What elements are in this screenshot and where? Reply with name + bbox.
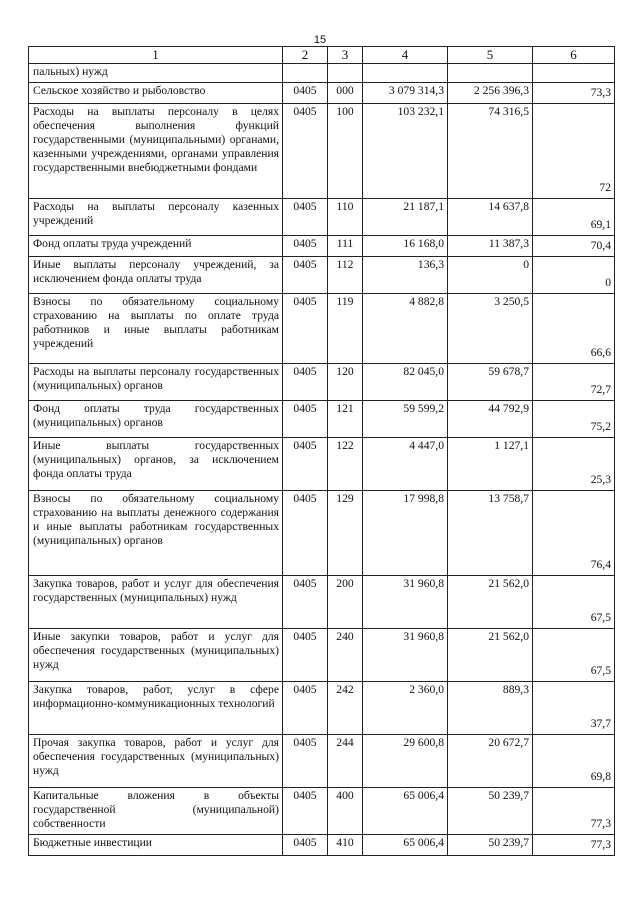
- row-plan: 59 599,2: [363, 401, 448, 438]
- column-header: 5: [448, 47, 533, 64]
- row-actual: 59 678,7: [448, 364, 533, 401]
- row-subcode: 244: [328, 735, 363, 788]
- row-name: Бюджетные инвестиции: [29, 835, 283, 856]
- column-header: 1: [29, 47, 283, 64]
- row-actual: 889,3: [448, 682, 533, 735]
- table-row: [29, 64, 615, 83]
- row-actual: 0: [448, 257, 533, 294]
- row-subcode: 100: [328, 104, 363, 199]
- row-subcode: [328, 64, 363, 83]
- row-code: 0405: [283, 83, 328, 104]
- column-header: 2: [283, 47, 328, 64]
- row-plan: 29 600,8: [363, 735, 448, 788]
- row-name: Расходы на выплаты персоналу государственных (муниципальных) органов: [29, 364, 283, 401]
- table-row: [29, 364, 615, 401]
- row-subcode: 122: [328, 438, 363, 491]
- table-row: [29, 294, 615, 364]
- row-percent: 72: [533, 104, 615, 199]
- row-code: [283, 64, 328, 83]
- row-percent: 0: [533, 257, 615, 294]
- row-plan: 31 960,8: [363, 576, 448, 629]
- row-code: 0405: [283, 104, 328, 199]
- row-name: Иные закупки товаров, работ и услуг для обеспечения государственных (муниципальных) нужд: [29, 629, 283, 682]
- row-code: 0405: [283, 236, 328, 257]
- row-subcode: 000: [328, 83, 363, 104]
- table-header-row: [29, 47, 615, 64]
- row-actual: 21 562,0: [448, 576, 533, 629]
- row-plan: 136,3: [363, 257, 448, 294]
- row-subcode: 121: [328, 401, 363, 438]
- row-plan: 16 168,0: [363, 236, 448, 257]
- row-percent: 77,3: [533, 835, 615, 856]
- row-actual: 44 792,9: [448, 401, 533, 438]
- row-subcode: 400: [328, 788, 363, 835]
- row-subcode: 129: [328, 491, 363, 576]
- row-percent: 69,8: [533, 735, 615, 788]
- row-actual: 13 758,7: [448, 491, 533, 576]
- row-plan: [363, 64, 448, 83]
- table-row: [29, 735, 615, 788]
- row-subcode: 120: [328, 364, 363, 401]
- row-name: Прочая закупка товаров, работ и услуг для обеспечения государственных (муниципальных) нужд: [29, 735, 283, 788]
- table-row: [29, 199, 615, 236]
- row-actual: 21 562,0: [448, 629, 533, 682]
- row-code: 0405: [283, 294, 328, 364]
- column-header: 4: [363, 47, 448, 64]
- row-code: 0405: [283, 682, 328, 735]
- row-name: Фонд оплаты труда государственных (муниципальных) органов: [29, 401, 283, 438]
- row-percent: 25,3: [533, 438, 615, 491]
- row-percent: 37,7: [533, 682, 615, 735]
- table-row: [29, 236, 615, 257]
- row-subcode: 110: [328, 199, 363, 236]
- row-plan: 4 882,8: [363, 294, 448, 364]
- row-subcode: 111: [328, 236, 363, 257]
- row-name: Расходы на выплаты персоналу казенных учреждений: [29, 199, 283, 236]
- row-actual: 2 256 396,3: [448, 83, 533, 104]
- table-row: [29, 83, 615, 104]
- row-percent: 70,4: [533, 236, 615, 257]
- row-code: 0405: [283, 364, 328, 401]
- table-row: [29, 629, 615, 682]
- row-subcode: 200: [328, 576, 363, 629]
- row-actual: 20 672,7: [448, 735, 533, 788]
- row-percent: 67,5: [533, 576, 615, 629]
- row-plan: 3 079 314,3: [363, 83, 448, 104]
- row-code: 0405: [283, 788, 328, 835]
- row-plan: 17 998,8: [363, 491, 448, 576]
- row-actual: 14 637,8: [448, 199, 533, 236]
- table-row: [29, 438, 615, 491]
- row-code: 0405: [283, 629, 328, 682]
- row-percent: 75,2: [533, 401, 615, 438]
- row-plan: 103 232,1: [363, 104, 448, 199]
- row-name: Закупка товаров, работ и услуг для обеспечения государственных (муниципальных) нужд: [29, 576, 283, 629]
- row-subcode: 242: [328, 682, 363, 735]
- row-name: Иные выплаты государственных (муниципальных) органов, за исключением фонда оплаты труда: [29, 438, 283, 491]
- row-percent: 73,3: [533, 83, 615, 104]
- row-percent: [533, 64, 615, 83]
- row-name: Закупка товаров, работ, услуг в сфере информационно-коммуникационных технологий: [29, 682, 283, 735]
- row-code: 0405: [283, 835, 328, 856]
- row-code: 0405: [283, 735, 328, 788]
- table-row: [29, 788, 615, 835]
- row-percent: 67,5: [533, 629, 615, 682]
- row-code: 0405: [283, 257, 328, 294]
- table-row: [29, 682, 615, 735]
- row-code: 0405: [283, 576, 328, 629]
- row-code: 0405: [283, 438, 328, 491]
- row-plan: 65 006,4: [363, 788, 448, 835]
- row-subcode: 112: [328, 257, 363, 294]
- row-plan: 2 360,0: [363, 682, 448, 735]
- row-name: пальных) нужд: [29, 64, 283, 83]
- page-number: 15: [313, 34, 327, 46]
- row-name: Сельское хозяйство и рыболовство: [29, 83, 283, 104]
- row-subcode: 119: [328, 294, 363, 364]
- row-code: 0405: [283, 401, 328, 438]
- budget-table: [28, 46, 615, 856]
- table-row: [29, 401, 615, 438]
- row-plan: 65 006,4: [363, 835, 448, 856]
- row-name: Взносы по обязательному социальному страхованию на выплаты денежного содержания и иные выплаты работникам государственных (муниципальных) органов: [29, 491, 283, 576]
- row-name: Фонд оплаты труда учреждений: [29, 236, 283, 257]
- row-plan: 4 447,0: [363, 438, 448, 491]
- table-body: [29, 64, 615, 856]
- row-percent: 77,3: [533, 788, 615, 835]
- table-row: [29, 491, 615, 576]
- table-row: [29, 104, 615, 199]
- row-subcode: 410: [328, 835, 363, 856]
- row-name: Взносы по обязательному социальному страхованию на выплаты по оплате труда работников и иные выплаты работникам учреждений: [29, 294, 283, 364]
- row-actual: 3 250,5: [448, 294, 533, 364]
- row-code: 0405: [283, 491, 328, 576]
- row-plan: 31 960,8: [363, 629, 448, 682]
- row-percent: 76,4: [533, 491, 615, 576]
- row-code: 0405: [283, 199, 328, 236]
- table-row: [29, 257, 615, 294]
- row-percent: 69,1: [533, 199, 615, 236]
- row-name: Капитальные вложения в объекты государственной (муниципальной) собственности: [29, 788, 283, 835]
- row-plan: 21 187,1: [363, 199, 448, 236]
- row-actual: 11 387,3: [448, 236, 533, 257]
- row-actual: [448, 64, 533, 83]
- row-percent: 72,7: [533, 364, 615, 401]
- row-subcode: 240: [328, 629, 363, 682]
- row-actual: 1 127,1: [448, 438, 533, 491]
- table-row: [29, 576, 615, 629]
- row-actual: 50 239,7: [448, 788, 533, 835]
- row-name: Расходы на выплаты персоналу в целях обеспечения выполнения функций государственными (муниципальными) органами, казенными учреждениями, органами управления государственными внебюджетными фондами: [29, 104, 283, 199]
- column-header: 6: [533, 47, 615, 64]
- table-row: [29, 835, 615, 856]
- row-percent: 66,6: [533, 294, 615, 364]
- column-header: 3: [328, 47, 363, 64]
- row-plan: 82 045,0: [363, 364, 448, 401]
- row-actual: 50 239,7: [448, 835, 533, 856]
- row-actual: 74 316,5: [448, 104, 533, 199]
- row-name: Иные выплаты персоналу учреждений, за исключением фонда оплаты труда: [29, 257, 283, 294]
